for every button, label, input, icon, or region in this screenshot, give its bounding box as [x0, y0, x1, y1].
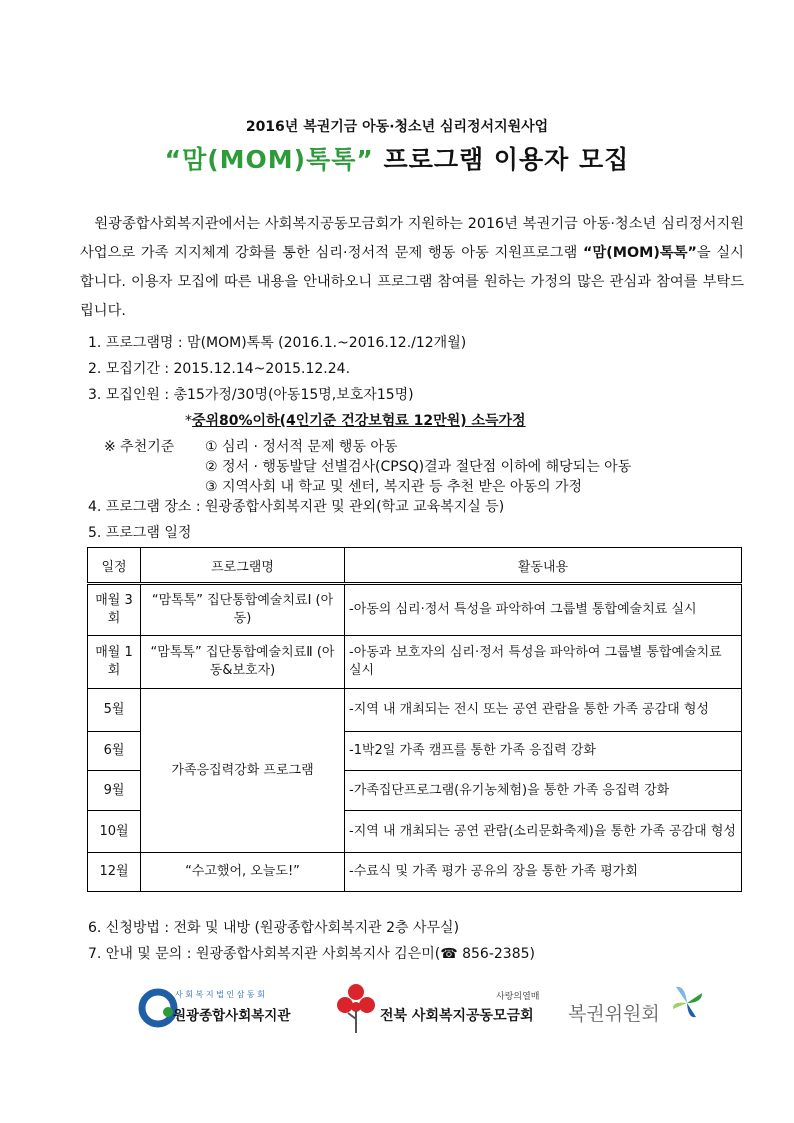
item-location: 4. 프로그램 장소 : 원광종합사회복지관 및 관외(학교 교육복지실 등)	[88, 499, 505, 515]
pinwheel-icon	[670, 983, 704, 1023]
header-activity: 활동내용	[345, 548, 742, 584]
row-month: 매월 3회	[88, 584, 141, 636]
row-month: 매월 1회	[88, 636, 141, 689]
wonkwang-name: 원광종합사회복지관	[173, 1008, 291, 1024]
chest-name: 전북 사회복지공동모금회	[380, 1008, 534, 1024]
row-activity: -수료식 및 가족 평가 공유의 장을 통한 가족 평가회	[345, 853, 742, 892]
item-recruit-period: 2. 모집기간 : 2015.12.14~2015.12.24.	[88, 361, 351, 377]
table-row	[88, 636, 742, 689]
income-prefix: *	[185, 413, 192, 429]
title-rest: 프로그램 이용자 모집	[373, 145, 630, 174]
intro-text-1: 원광종합사회복지관에서는 사회복지공동모금회가 지원하는 2016년 복권기금 아동·청소년 심리정서지원사업으로 가족 지지체계 강화를 통한 심리·정서적 문제 행동 아동 지원프로그램	[80, 216, 744, 261]
criteria-1: ① 심리 · 정서적 문제 행동 아동	[205, 439, 398, 455]
intro-program-name: “맘(MOM)톡톡”	[583, 245, 697, 261]
table-header-row	[88, 548, 742, 584]
fruit-icon	[336, 983, 376, 1035]
table-row	[88, 853, 742, 892]
row-activity: -가족집단프로그램(유기농체험)을 통한 가족 응집력 강화	[345, 771, 742, 811]
item-program-name: 1. 프로그램명 : 맘(MOM)톡톡 (2016.1.~2016.12./12개월)	[88, 335, 467, 351]
row-program: “맘톡톡” 집단통합예술치료Ⅱ (아동&보호자)	[141, 636, 345, 689]
row-program: “맘톡톡” 집단통합예술치료Ⅰ (아동)	[141, 584, 345, 636]
intro-text-2: 을 실시합니다. 이용자 모집에 따른 내용을 안내하오니 프로그램 참여를 원하는 가정의 많은 관심과 참여를 부탁드립니다.	[80, 245, 744, 319]
lottery-commission-logo	[568, 983, 708, 1033]
item-contact: 7. 안내 및 문의 : 원광종합사회복지관 사회복지사 김은미(☎ 856-2385)	[88, 946, 535, 962]
wonkwang-small-text: 사 회 복 지 법 인 삼 동 회	[175, 990, 265, 999]
title-program-name: “맘(MOM)톡톡”	[164, 145, 374, 174]
income-text: 중위80%이하(4인기준 건강보험료 12만원) 소득가정	[192, 413, 526, 429]
table-row	[88, 689, 742, 732]
row-activity: -지역 내 개최되는 전시 또는 공연 관람을 통한 가족 공감대 형성	[345, 689, 742, 732]
header-program: 프로그램명	[141, 548, 345, 584]
header-month: 일정	[88, 548, 141, 584]
item-recruit-count: 3. 모집인원 : 총15가정/30명(아동15명,보호자15명)	[88, 387, 414, 403]
row-month: 12월	[88, 853, 141, 892]
criteria-3: ③ 지역사회 내 학교 및 센터, 복지관 등 추천 받은 아동의 가정	[205, 479, 583, 495]
income-criteria	[185, 410, 526, 430]
community-chest-logo	[336, 983, 561, 1039]
wonkwang-logo	[137, 985, 327, 1035]
row-activity: -지역 내 개최되는 공연 관람(소리문화축제)을 통한 가족 공감대 형성	[345, 811, 742, 853]
row-program: “수고했어, 오늘도!”	[141, 853, 345, 892]
item-apply-method: 6. 신청방법 : 전화 및 내방 (원광종합사회복지관 2층 사무실)	[88, 920, 460, 936]
chest-small-text: 사랑의열매	[496, 992, 540, 1002]
table-row	[88, 584, 742, 636]
row-program-merged: 가족응집력강화 프로그램	[141, 689, 345, 853]
schedule-table	[87, 547, 742, 892]
intro-paragraph	[80, 210, 744, 326]
row-month: 9월	[88, 771, 141, 811]
item-schedule-heading: 5. 프로그램 일정	[88, 525, 192, 541]
row-month: 5월	[88, 689, 141, 732]
row-activity: -1박2일 가족 캠프를 통한 가족 응집력 강화	[345, 732, 742, 771]
row-month: 10월	[88, 811, 141, 853]
row-month: 6월	[88, 732, 141, 771]
row-activity: -아동과 보호자의 심리·정서 특성을 파악하여 그룹별 통합예술치료 실시	[345, 636, 742, 689]
criteria-label: ※ 추천기준	[104, 439, 175, 455]
row-activity: -아동의 심리·정서 특성을 파악하여 그룹별 통합예술치료 실시	[345, 584, 742, 636]
criteria-2: ② 정서 · 행동발달 선별검사(CPSQ)결과 절단점 이하에 해당되는 아동	[205, 459, 632, 475]
document-subtitle: 2016년 복권기금 아동·청소년 심리정서지원사업	[245, 119, 549, 135]
document-title	[0, 140, 794, 176]
lottery-name: 복권위원회	[568, 1003, 660, 1025]
